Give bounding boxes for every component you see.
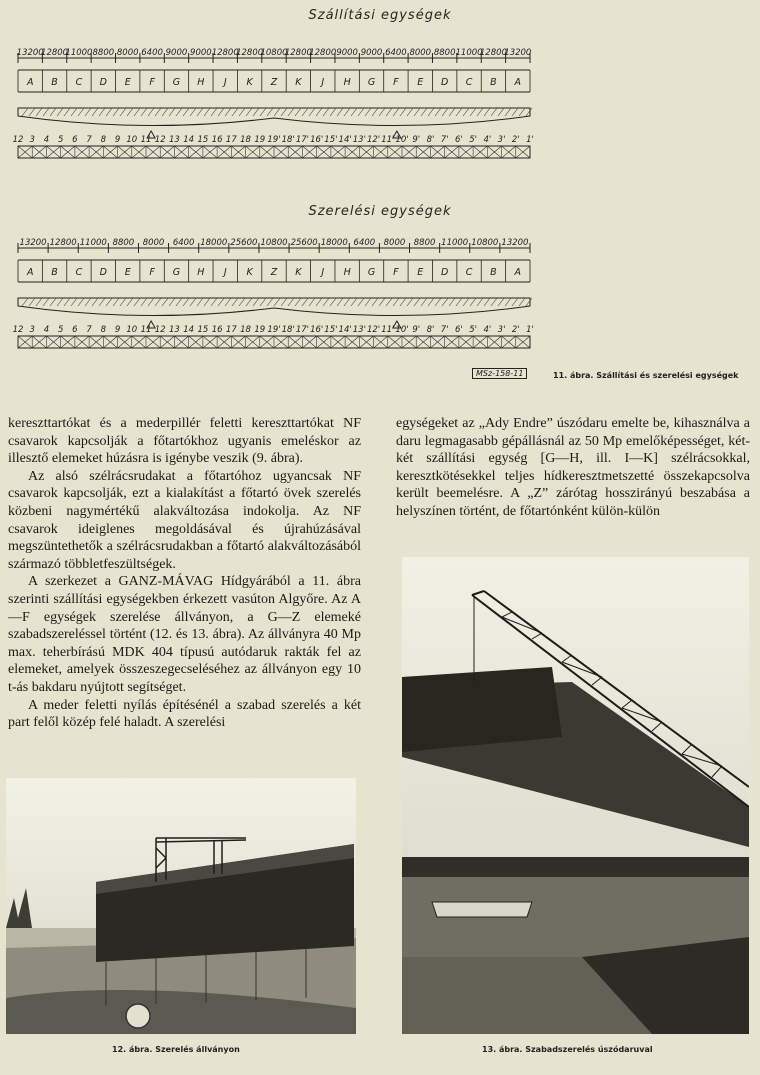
dimension-label: 12800 bbox=[236, 48, 264, 58]
node-label: 18 bbox=[240, 135, 251, 145]
node-label: 4 bbox=[43, 325, 50, 335]
dimension-label: 11000 bbox=[79, 238, 107, 248]
segment-label: B bbox=[51, 77, 58, 88]
node-label: 4' bbox=[483, 135, 492, 145]
node-label: 17 bbox=[225, 135, 237, 145]
dimension-label: 12800 bbox=[211, 48, 239, 58]
segment-label: K bbox=[246, 267, 253, 278]
node-label: 3 bbox=[29, 135, 35, 145]
node-label: 7 bbox=[86, 325, 92, 335]
transport-units-diagram bbox=[10, 40, 550, 180]
dimension-label: 13200 bbox=[501, 238, 529, 248]
node-label: 4 bbox=[43, 135, 50, 145]
node-label: 14 bbox=[183, 135, 195, 145]
dimension-label: 9000 bbox=[336, 48, 358, 58]
segment-label: C bbox=[465, 267, 473, 278]
node-label: 16 bbox=[211, 325, 223, 335]
dimension-label: 8000 bbox=[142, 238, 165, 248]
node-label: 18' bbox=[281, 135, 295, 145]
truss-strip bbox=[18, 336, 530, 348]
dimension-label: 25600 bbox=[290, 238, 318, 248]
node-label: 7' bbox=[440, 135, 449, 145]
node-label: 13 bbox=[169, 135, 180, 145]
segment-label: Z bbox=[270, 267, 278, 278]
segment-label: J bbox=[223, 77, 227, 88]
node-label: 10 bbox=[126, 325, 138, 335]
node-label: 8' bbox=[426, 135, 435, 145]
photo-floating-crane bbox=[402, 557, 749, 1034]
girder-profile bbox=[18, 108, 532, 138]
segment-label: A bbox=[514, 77, 522, 88]
node-label: 16' bbox=[310, 325, 324, 335]
segment-label: B bbox=[51, 267, 58, 278]
node-label: 8 bbox=[100, 135, 107, 145]
node-label: 9 bbox=[114, 135, 121, 145]
paragraph: kereszttartókat és a mederpillér feletti kereszttartókat NF csavarok kapcsolják a főtartókhoz ugyanis emeléskor az illesztő elemeket húzásra is igénybe veszik (9. ábra). bbox=[8, 416, 361, 467]
node-label: 17 bbox=[225, 325, 237, 335]
node-label: 13 bbox=[169, 325, 180, 335]
figure-11-caption: 11. ábra. Szállítási és szerelési egységek bbox=[553, 371, 739, 380]
dimension-label: 18000 bbox=[200, 238, 228, 248]
node-label: 10' bbox=[395, 325, 409, 335]
dimension-label: 25600 bbox=[230, 238, 258, 248]
node-label: 5 bbox=[57, 135, 64, 145]
segment-label: H bbox=[343, 267, 351, 278]
node-label: 12' bbox=[366, 135, 381, 145]
node-label: 19 bbox=[254, 325, 266, 335]
segment-label: D bbox=[99, 267, 107, 278]
node-label: 15 bbox=[197, 135, 209, 145]
dimension-label: 12800 bbox=[41, 48, 69, 58]
node-label: 9' bbox=[412, 325, 421, 335]
dimension-label: 8000 bbox=[383, 238, 406, 248]
node-label: 11' bbox=[381, 325, 395, 335]
dimension-label: 9000 bbox=[360, 48, 383, 58]
dimension-label: 11000 bbox=[455, 48, 483, 58]
dimension-label: 8800 bbox=[413, 238, 436, 248]
truss-strip bbox=[18, 146, 530, 158]
paragraph: A szerkezet a GANZ-MÁVAG Hídgyárából a 11. ábra szerinti szállítási egységekben érkezett vasúton Algyőre. Az A—F egységek szerelése állványon, a G—Z elemeké szabadszereléssel történt (12. és 13. ábra). Az állványra 40 Mp max. teherbírású MDK 404 típusú autódaruk rakták fel az elemeket, amelyek összeszegecseléséhez az állványon egy 10 t-ás bakdaru nyújtott segítséget. bbox=[8, 574, 361, 695]
node-label: 16' bbox=[310, 135, 324, 145]
node-label: 18' bbox=[281, 325, 295, 335]
node-label: 7' bbox=[440, 325, 449, 335]
node-label: 10' bbox=[395, 135, 409, 145]
dimension-label: 10800 bbox=[260, 238, 288, 248]
segment-label: D bbox=[99, 77, 107, 88]
segment-label: B bbox=[490, 267, 497, 278]
dimension-label: 8000 bbox=[116, 48, 139, 58]
node-label: 19' bbox=[267, 325, 281, 335]
dimension-label: 13200 bbox=[16, 48, 44, 58]
dimension-label: 6400 bbox=[353, 238, 376, 248]
node-label: 1' bbox=[526, 135, 534, 145]
node-label: 16 bbox=[211, 135, 223, 145]
figure-code: MSz-158-11 bbox=[472, 368, 527, 379]
segment-label: D bbox=[441, 77, 449, 88]
segment-label: B bbox=[490, 77, 497, 88]
dimension-label: 8800 bbox=[433, 48, 456, 58]
node-label: 8 bbox=[100, 325, 107, 335]
dimension-label: 18000 bbox=[320, 238, 348, 248]
node-label: 4' bbox=[483, 325, 492, 335]
photo-assembly-on-scaffold bbox=[6, 778, 356, 1034]
segment-label: K bbox=[295, 77, 302, 88]
dimension-label: 9000 bbox=[190, 48, 212, 58]
node-label: 6 bbox=[72, 135, 78, 145]
girder-profile bbox=[18, 298, 532, 328]
dimension-label: 12800 bbox=[309, 48, 337, 58]
figure-13-caption: 13. ábra. Szabadszerelés úszódaruval bbox=[482, 1045, 653, 1054]
dimension-label: 6400 bbox=[385, 48, 407, 58]
node-label: 5' bbox=[469, 135, 477, 145]
node-label: 3' bbox=[497, 325, 506, 335]
node-label: 3 bbox=[29, 325, 35, 335]
segment-label: H bbox=[197, 267, 205, 278]
dimension-label: 8800 bbox=[92, 48, 115, 58]
dimension-label: 10800 bbox=[260, 48, 288, 58]
node-label: 5 bbox=[57, 325, 64, 335]
segment-label: J bbox=[321, 267, 325, 278]
node-label: 11 bbox=[140, 325, 152, 335]
segment-label: J bbox=[223, 267, 227, 278]
segment-label: J bbox=[321, 77, 325, 88]
diagram-title-assembly: Szerelési egységek bbox=[308, 204, 452, 219]
node-label: 14' bbox=[338, 325, 352, 335]
node-label: 18 bbox=[240, 325, 251, 335]
node-label: 9' bbox=[412, 135, 421, 145]
paragraph: Az alsó szélrácsrudakat a főtartóhoz ugyancsak NF csavarok kapcsolják, ezt a kialakítást a főtartó övek szerelés közbeni nagymértékű alakváltozása indokolja. Az NF csavarok ideiglenes megoldásával és újrahúzásával megszüntethetők a szélrácsrudakban a főtartó alakváltozásából származó többletfeszültségek. bbox=[8, 468, 361, 572]
dimension-label: 9000 bbox=[165, 48, 188, 58]
segment-label: D bbox=[441, 267, 449, 278]
segment-label: E bbox=[124, 77, 131, 88]
dimension-label: 12800 bbox=[479, 48, 507, 58]
segment-label: K bbox=[295, 267, 302, 278]
segment-label: E bbox=[417, 267, 424, 278]
dimension-label: 13200 bbox=[504, 48, 532, 58]
paragraph: egységeket az „Ady Endre” úszódaru emelte be, kihasználva a daru legmagasabb gépállásnál az 50 Mp emelőképességet, két-két szállítási egység [G—H, ill. I—K] szélrácsokkal, keresztkötésekkel teljes hídkeresztmetszetté összekapcsolva került beemelésre. A „Z” zárótag hosszirányú beszabása a helyszínen történt, de főtartónként külön-külön bbox=[396, 416, 750, 519]
dimension-label: 13200 bbox=[19, 238, 47, 248]
dimension-label: 10800 bbox=[471, 238, 499, 248]
dimension-label: 11000 bbox=[65, 48, 93, 58]
segment-label: E bbox=[417, 77, 424, 88]
node-label: 1' bbox=[526, 325, 534, 335]
segment-label: H bbox=[197, 77, 205, 88]
node-label: 10 bbox=[126, 135, 138, 145]
node-label: 6' bbox=[455, 325, 463, 335]
node-label: 12 bbox=[154, 135, 166, 145]
node-label: 14 bbox=[183, 325, 195, 335]
diagram-title-transport: Szállítási egységek bbox=[308, 8, 452, 23]
node-label: 17' bbox=[295, 135, 310, 145]
node-label: 15' bbox=[324, 135, 338, 145]
node-label: 19 bbox=[254, 135, 266, 145]
node-label: 11' bbox=[381, 135, 395, 145]
right-text-column bbox=[396, 415, 750, 521]
dimension-label: 12800 bbox=[284, 48, 312, 58]
node-label: 17' bbox=[295, 325, 310, 335]
node-label: 12' bbox=[366, 325, 381, 335]
node-label: 6' bbox=[455, 135, 463, 145]
figure-12-caption: 12. ábra. Szerelés állványon bbox=[112, 1045, 240, 1054]
dimension-label: 6400 bbox=[141, 48, 163, 58]
segment-label: A bbox=[26, 77, 34, 88]
segment-label: E bbox=[124, 267, 131, 278]
node-label: 13' bbox=[352, 135, 366, 145]
segment-label: G bbox=[172, 267, 181, 278]
node-label: 7 bbox=[86, 135, 92, 145]
segment-label: F bbox=[393, 77, 399, 88]
segment-label: C bbox=[465, 77, 473, 88]
segment-label: F bbox=[393, 267, 399, 278]
node-label: 8' bbox=[426, 325, 435, 335]
segment-label: G bbox=[172, 77, 181, 88]
dimension-label: 8800 bbox=[112, 238, 135, 248]
node-label: 15' bbox=[324, 325, 338, 335]
segment-label: F bbox=[149, 267, 155, 278]
left-text-column bbox=[8, 415, 361, 732]
node-label: 12 bbox=[154, 325, 166, 335]
node-label: 9 bbox=[114, 325, 121, 335]
segment-label: G bbox=[367, 77, 376, 88]
assembly-units-diagram bbox=[10, 230, 550, 360]
segment-label: G bbox=[367, 267, 376, 278]
node-label: 2' bbox=[511, 325, 520, 335]
dimension-label: 11000 bbox=[441, 238, 469, 248]
paragraph: A meder feletti nyílás építésénél a szabad szerelés a két part felől közép felé haladt. A szerelési bbox=[8, 697, 361, 731]
segment-label: K bbox=[246, 77, 253, 88]
node-label: 12 bbox=[12, 325, 24, 335]
segment-label: F bbox=[149, 77, 155, 88]
node-label: 14' bbox=[338, 135, 352, 145]
node-label: 5' bbox=[469, 325, 477, 335]
dimension-label: 12800 bbox=[49, 238, 77, 248]
node-label: 6 bbox=[72, 325, 78, 335]
segment-label: C bbox=[75, 77, 83, 88]
segment-label: A bbox=[514, 267, 522, 278]
node-label: 12 bbox=[12, 135, 24, 145]
node-label: 3' bbox=[497, 135, 506, 145]
segment-label: C bbox=[75, 267, 83, 278]
node-label: 15 bbox=[197, 325, 209, 335]
node-label: 2' bbox=[511, 135, 520, 145]
node-label: 11 bbox=[140, 135, 152, 145]
node-label: 19' bbox=[267, 135, 281, 145]
segment-label: Z bbox=[270, 77, 278, 88]
segment-label: A bbox=[26, 267, 34, 278]
node-label: 13' bbox=[352, 325, 366, 335]
segment-label: H bbox=[343, 77, 351, 88]
dimension-label: 8000 bbox=[409, 48, 432, 58]
dimension-label: 6400 bbox=[172, 238, 195, 248]
